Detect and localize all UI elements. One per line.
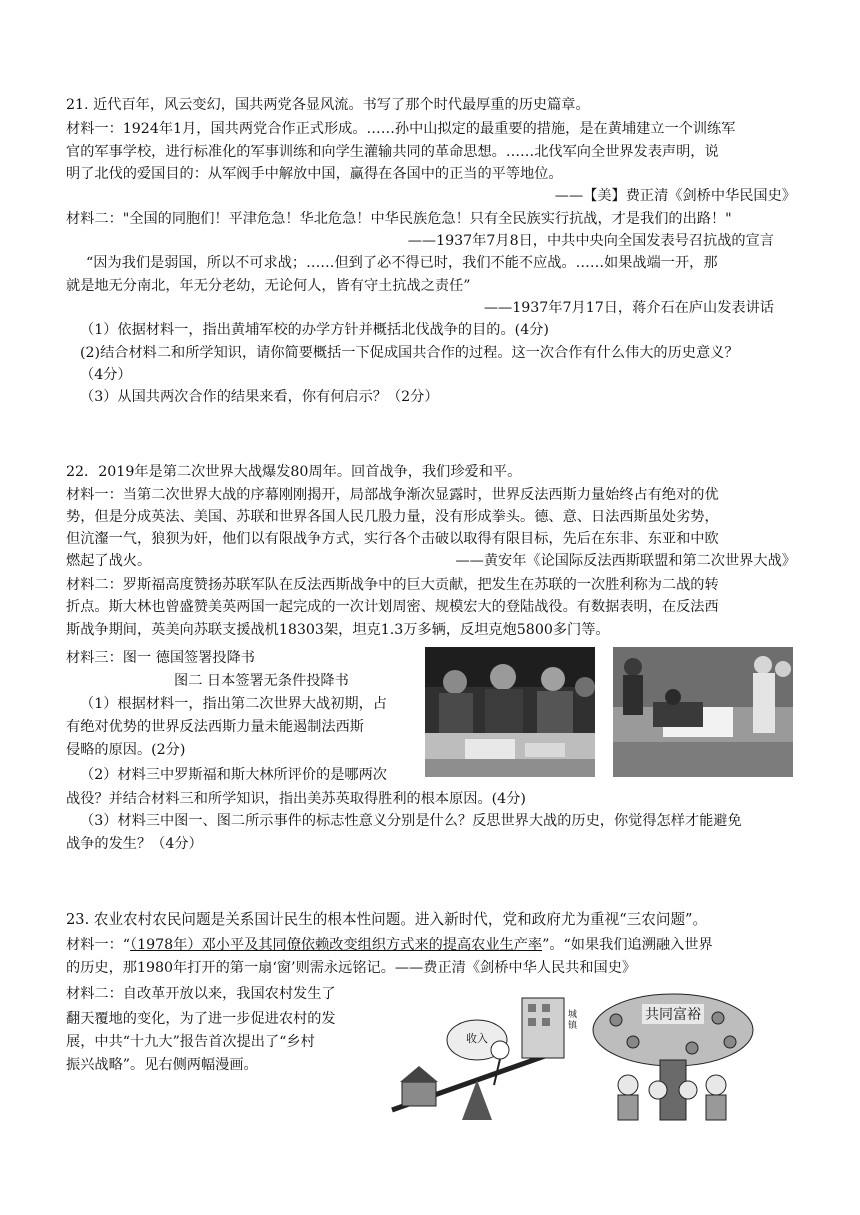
q22-question1-line1: （1）根据材料一，指出第二次世界大战初期，占 bbox=[80, 696, 387, 712]
q23-material1-line1 bbox=[66, 935, 796, 955]
q23-material1-suffix: ”。“如果我们追溯融入世界 bbox=[542, 937, 713, 953]
q21-material2-source1: ——1937年7月8日，中共中央向全国发表号召抗战的宣言 bbox=[407, 233, 774, 249]
japan-surrender-photo bbox=[613, 647, 793, 777]
q22-question2-line2: 战役？并结合材料三和所学知识，指出美苏英取得胜利的根本原因。(4分) bbox=[66, 791, 526, 807]
q21-material2-source2: ——1937年7月17日，蒋介石在庐山发表讲话 bbox=[483, 300, 774, 316]
q22-question1-line2: 有绝对优势的世界反法西斯力量未能遏制法西斯 bbox=[66, 719, 364, 735]
q22-question2-line1: （2）材料三中罗斯福和斯大林所评价的是哪两次 bbox=[80, 767, 387, 783]
q23-material2-line4: 振兴战略”。见右侧两幅漫画。 bbox=[66, 1057, 258, 1073]
q22-material1-line2: 势，但是分成英法、美国、苏联和世界各国人民几股力量，没有形成拳头。德、意、日法西斯虽处劣势， bbox=[66, 509, 719, 525]
q22-material1-line3: 但沆瀣一气，狼狈为奸，他们以有限战争方式，实行各个击破以取得有限目标，先后在东非、东亚和中欧 bbox=[66, 531, 719, 547]
q21-material1-line1: 材料一：1924年1月，国共两党合作正式形成。……孙中山拟定的最重要的措施，是在黄埔建立一个训练军 bbox=[66, 121, 736, 137]
q21-title: 21. 近代百年，风云变幻，国共两党各显风流。书写了那个时代最厚重的历史篇章。 bbox=[66, 97, 590, 113]
q22-material2-line3: 斯战争期间，英美向苏联支援战机18303架，坦克1.3万多辆，反坦克炮5800多门等。 bbox=[66, 622, 610, 638]
q22-material3-caption2: 图二 日本签署无条件投降书 bbox=[174, 673, 349, 689]
q22-material2-line2: 折点。斯大林也曾盛赞美英两国一起完成的一次计划周密、规模宏大的登陆战役。有数据表明，在反法西 bbox=[66, 599, 719, 615]
q21-question1: （1）依据材料一，指出黄埔军校的办学方针并概括北伐战争的目的。(4分) bbox=[80, 322, 549, 338]
q23-title: 23. 农业农村农民问题是关系国计民生的根本性问题。进入新时代，党和政府尤为重视“三农问题”。 bbox=[66, 911, 708, 928]
cartoon1-income-label: 收入 bbox=[466, 1032, 488, 1045]
q22-question3-line1: （3）材料三中图一、图二所示事件的标志性意义分别是什么？反思世界大战的历史，你觉得怎样才能避免 bbox=[80, 813, 742, 829]
germany-surrender-photo bbox=[425, 647, 595, 777]
q23-material1-line2: 的历史，那1980年打开的第一扇‘窗’则需永远铭记。——费正清《剑桥中华人民共和国史》 bbox=[66, 960, 637, 976]
cartoon2-common-prosperity-label: 共同富裕 bbox=[642, 1004, 704, 1024]
q23-material2-line1: 材料二：自改革开放以来，我国农村发生了 bbox=[66, 986, 336, 1002]
q21-question3: （3）从国共两次合作的结果来看，你有何启示？（2分） bbox=[80, 389, 439, 405]
q21-question2-line2: （4分） bbox=[80, 367, 132, 383]
q21-material1-source: ——【美】费正清《剑桥中华民国史》 bbox=[554, 188, 796, 204]
q22-material1-line1: 材料一：当第二次世界大战的序幕刚刚揭开，局部战争渐次显露时，世界反法西斯力量始终占有绝对的优 bbox=[66, 487, 719, 503]
q23-material2-line3: 展，中共“十九大”报告首次提出了“乡村 bbox=[66, 1034, 315, 1050]
q22-question3-line2: 战争的发生？（4分） bbox=[66, 836, 203, 852]
q23-material1-underlined-quote: （1978年）邓小平及其同僚依赖改变组织方式来的提高农业生产率 bbox=[130, 937, 543, 953]
q21-material1-line3: 明了北伐的爱国目的：从军阀手中解放中国，赢得在各国中的正当的平等地位。 bbox=[66, 166, 563, 182]
q23-material1-prefix: 材料一：“ bbox=[66, 937, 131, 953]
q22-material1-source: ——黄安年《论国际反法西斯联盟和第二次世界大战》 bbox=[455, 553, 796, 569]
cartoon1-town-sign: 城镇 bbox=[568, 1010, 578, 1031]
q22-question1-line3: 侵略的原因。(2分) bbox=[66, 742, 186, 758]
q21-material2-line2: “因为我们是弱国，所以不可求战；……但到了必不得已时，我们不能不应战。……如果战端一开，那 bbox=[86, 255, 718, 271]
q22-material3-caption1: 材料三：图一 德国签署投降书 bbox=[66, 650, 255, 666]
q22-material2-line1: 材料二：罗斯福高度赞扬苏联军队在反法西斯战争中的巨大贡献，把发生在苏联的一次胜利称为二战的转 bbox=[66, 577, 719, 593]
cartoon-seesaw bbox=[382, 990, 580, 1125]
q21-material1-line2: 官的军事学校，进行标准化的军事训练和向学生灌输共同的革命思想。……北伐军向全世界发表声明，说 bbox=[66, 144, 719, 160]
q23-material2-line2: 翻天覆地的变化，为了进一步促进农村的发 bbox=[66, 1011, 336, 1027]
q21-material2-line1: 材料二："全国的同胞们！平津危急！华北危急！中华民族危急！只有全民族实行抗战，才是我们的出路！" bbox=[66, 211, 732, 227]
q21-question2-line1: (2)结合材料二和所学知识，请你简要概括一下促成国共合作的过程。这一次合作有什么伟大的历史意义？ bbox=[80, 345, 739, 361]
cartoon-prosperity-tree bbox=[588, 990, 758, 1125]
q22-title: 22．2019年是第二次世界大战爆发80周年。回首战争，我们珍爱和平。 bbox=[66, 464, 522, 480]
q21-material2-line3: 就是地无分南北，年无分老幼，无论何人，皆有守土抗战之责任” bbox=[66, 278, 471, 294]
q22-material1-line4: 燃起了战火。 bbox=[66, 553, 152, 569]
